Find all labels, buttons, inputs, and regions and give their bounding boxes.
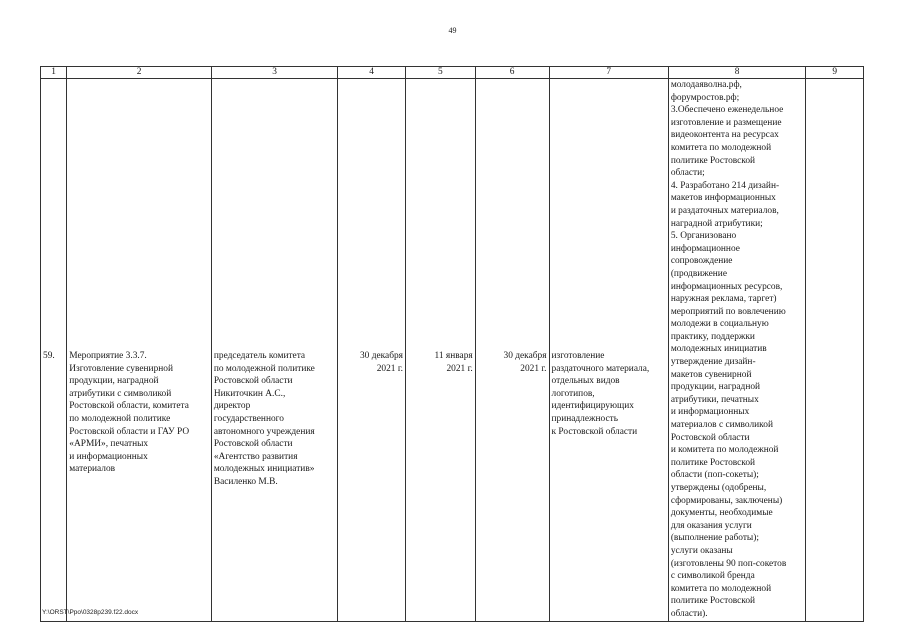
responsible-line: молодежных инициатив» [213, 464, 315, 475]
report-table [40, 66, 864, 622]
responsible-line: директор [213, 401, 251, 412]
measure-cell [67, 79, 212, 622]
details-line: комитета по молодежной [670, 583, 772, 594]
details-line: политике Ростовской [670, 155, 756, 166]
details-line: информационное [670, 243, 740, 254]
result-line: изготовление [551, 351, 605, 361]
details-line: материалов с символикой [670, 420, 773, 431]
details-line: Ростовской области [670, 432, 750, 443]
responsible-line: Василенко М.В. [213, 476, 278, 487]
measure-line: Ростовской области, комитета [69, 401, 189, 412]
details-line: документы, необходимые [670, 508, 773, 519]
column-header: 6 [475, 67, 549, 79]
responsible-line: автономного учреждения [213, 426, 315, 437]
measure-line: «АРМИ», печатных [69, 439, 149, 450]
details-line: с символикой бренда [670, 571, 755, 582]
responsible-line: Ростовской области [213, 439, 293, 450]
details-line: атрибутики, печатных [670, 394, 759, 405]
details-line: и информационных [670, 407, 750, 418]
details-line: (изготовлены 90 поп-сокетов [670, 558, 787, 569]
measure-line: атрибутики с символикой [69, 388, 172, 399]
date-end-cell [405, 79, 475, 622]
responsible-line: государственного [213, 413, 284, 424]
details-line: области (поп-сокеты); [670, 470, 759, 481]
responsible-line: Ростовской области [213, 376, 293, 387]
row-number-cell [41, 79, 67, 622]
details-line: молодежи в социальную [670, 319, 769, 330]
details-line: видеоконтента на ресурсах [670, 130, 779, 141]
details-line: изготовление и размещение [670, 117, 782, 128]
details-line: и комитета по молодежной [670, 445, 779, 456]
details-line: сопровождение [670, 256, 733, 267]
details-line: политике Ростовской [670, 596, 756, 607]
result-line: раздаточного материала, [551, 363, 650, 374]
details-line: области). [670, 608, 708, 619]
table-row [41, 79, 864, 622]
result-line: отдельных видов [551, 376, 620, 387]
measure-line: по молодежной политике [69, 413, 171, 424]
column-header: 7 [549, 67, 668, 79]
details-line: макетов информационных [670, 193, 776, 204]
details-line: молодаяволна.рф, [670, 80, 742, 90]
details-line: наружная реклама, таргет) [670, 294, 777, 305]
details-line: и раздаточных материалов, [670, 205, 779, 216]
column-header: 9 [806, 67, 864, 79]
details-line: продукции, наградной [670, 382, 761, 393]
result-line: идентифицирующих [551, 401, 634, 412]
details-line: для оказания услуги [670, 520, 752, 531]
result-cell [549, 79, 668, 622]
details-line: форумростов.рф; [670, 92, 740, 103]
result-line: принадлежность [551, 413, 618, 424]
result-line: к Ростовской области [551, 426, 638, 437]
date-end-line: 11 января [434, 351, 473, 361]
date-fact-line: 30 декабря [503, 351, 547, 361]
measure-line: Мероприятие 3.3.7. [69, 351, 147, 361]
column-header: 2 [67, 67, 212, 79]
date-start-line: 30 декабря [359, 351, 403, 361]
details-line: информационных ресурсов, [670, 281, 783, 292]
details-line: молодежных инициатив [670, 344, 767, 355]
measure-line: продукции, наградной [69, 376, 159, 387]
details-line: наградной атрибутики; [670, 218, 763, 229]
responsible-line: Никиточкин А.С., [213, 388, 286, 399]
date-end-line: 2021 г. [446, 363, 473, 374]
file-path-footer: Y:\ORST\Ppo\0328p239.f22.docx [42, 609, 139, 616]
details-line: услуги оказаны [670, 545, 733, 556]
table-header-row [41, 67, 864, 79]
responsible-line: председатель комитета [213, 351, 306, 361]
date-fact-line: 2021 г. [520, 363, 547, 374]
result-line: логотипов, [551, 388, 595, 399]
date-fact-cell [475, 79, 549, 622]
column-header: 8 [668, 67, 806, 79]
measure-line: Ростовской области и ГАУ РО [69, 426, 190, 437]
details-line: (продвижение [670, 268, 727, 279]
details-line: 3.Обеспечено еженедельное [670, 105, 784, 116]
notes-cell [806, 79, 864, 622]
measure-line: материалов [69, 464, 116, 475]
date-start-line: 2021 г. [376, 363, 403, 374]
column-header: 4 [338, 67, 406, 79]
details-line: политике Ростовской [670, 457, 756, 468]
details-line: утверждение дизайн- [670, 357, 756, 368]
row-number: 59. [43, 351, 55, 361]
column-header: 5 [405, 67, 475, 79]
responsible-cell [211, 79, 337, 622]
responsible-line: «Агентство развития [213, 451, 298, 462]
measure-line: Изготовление сувенирной [69, 363, 173, 374]
column-header: 1 [41, 67, 67, 79]
column-header: 3 [211, 67, 337, 79]
details-line: области; [670, 168, 705, 179]
details-line: практику, поддержки [670, 331, 755, 342]
details-line: сформированы, заключены) [670, 495, 783, 506]
details-line: (выполнение работы); [670, 533, 759, 544]
details-line: мероприятий по вовлечению [670, 306, 786, 317]
page-number: 49 [448, 26, 457, 35]
date-start-cell [338, 79, 406, 622]
responsible-line: по молодежной политике [213, 363, 315, 374]
details-line: утверждены (одобрены, [670, 483, 767, 493]
details-line: 5. Организовано [670, 231, 737, 242]
details-line: 4. Разработано 214 дизайн- [670, 180, 780, 191]
details-line: макетов сувенирной [670, 369, 752, 380]
measure-line: и информационных [69, 451, 148, 462]
details-cell [668, 79, 806, 622]
details-line: комитета по молодежной [670, 142, 772, 153]
